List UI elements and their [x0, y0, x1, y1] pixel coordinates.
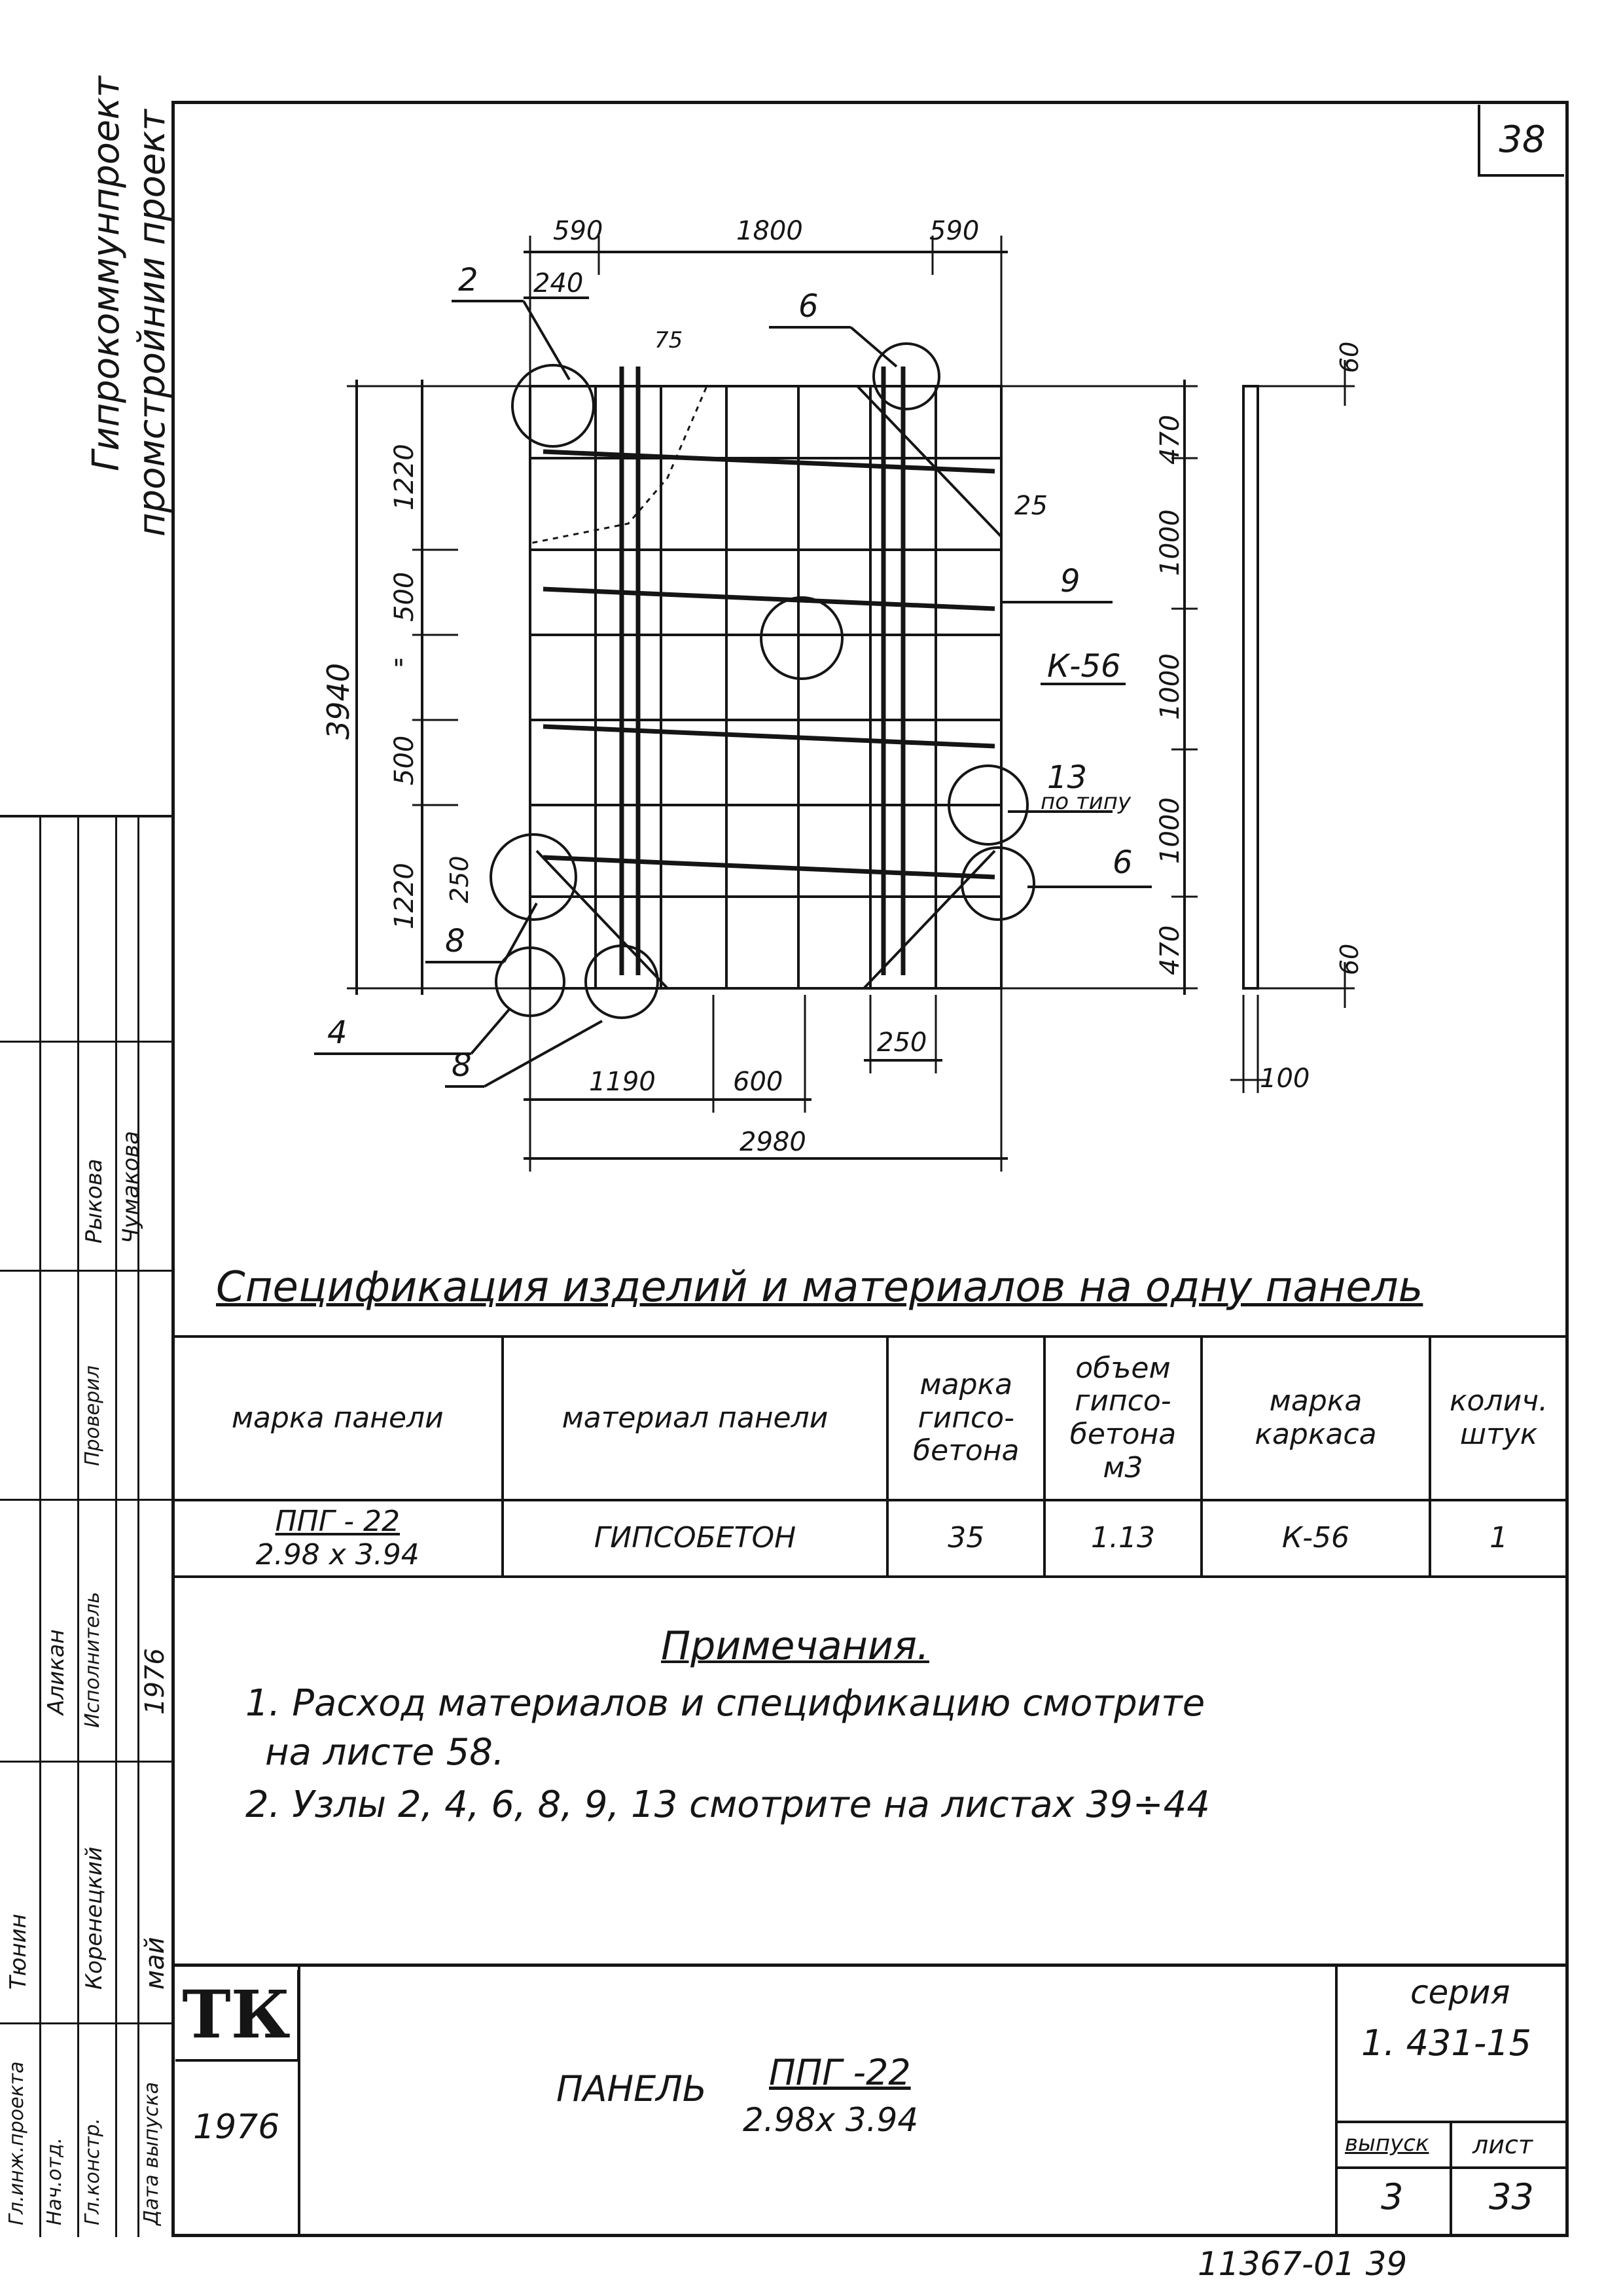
series-label: серия: [1410, 1973, 1510, 2011]
spec-cell-frame: К-56: [1202, 1500, 1430, 1577]
stamp-role-4: Исполнитель: [81, 1592, 104, 1728]
dim-250-bottom: 250: [877, 1028, 927, 1058]
spec-cell-mark: [173, 1500, 503, 1577]
stamp-role-1: Гл.инж.проекта: [5, 2061, 28, 2225]
issue-value: 3: [1381, 2176, 1404, 2217]
note-1-line2: на листе 58.: [265, 1731, 505, 1774]
stamp-name-2: Аликан: [43, 1629, 69, 1715]
spec-mark-line2: 2.98 х 3.94: [255, 1537, 419, 1571]
dim-left-3: 500: [389, 735, 419, 785]
spec-cell-material: ГИПСОБЕТОН: [503, 1500, 888, 1577]
spec-header-row: [173, 1336, 1567, 1500]
tk-logo: ТК: [175, 1970, 300, 2062]
dim-right-1: 470: [1155, 414, 1185, 465]
dim-25: 25: [1014, 491, 1048, 521]
callout-4: 4: [327, 1014, 348, 1051]
dim-bottom-600: 600: [733, 1067, 783, 1097]
spec-header-grade: марка гипсо-бетона: [887, 1336, 1044, 1500]
title-block-year: 1976: [193, 2108, 280, 2147]
stamp-year: 1976: [140, 1648, 170, 1715]
spec-header-frame: марка каркаса: [1202, 1336, 1430, 1500]
dim-top-right: 590: [929, 216, 980, 246]
dim-bottom-total: 2980: [740, 1127, 806, 1157]
spec-table: [171, 1335, 1569, 1578]
dim-left-1: 1220: [389, 444, 419, 511]
sheet-value: 33: [1489, 2176, 1534, 2217]
callout-k56: К-56: [1047, 648, 1121, 685]
stamp-name-1: Тюнин: [5, 1914, 31, 1990]
callout-2: 2: [458, 262, 478, 298]
spec-header-qty: колич. штук: [1430, 1336, 1567, 1500]
org-name-1: Гипрокоммунпроект: [85, 76, 128, 471]
side-dim-bottom: 60: [1335, 943, 1364, 975]
side-dim-thickness: 100: [1260, 1064, 1310, 1094]
dim-right-2: 1000: [1155, 509, 1185, 576]
callout-8-bottom: 8: [452, 1047, 472, 1084]
footer-number: 11367-01 39: [1198, 2245, 1408, 2283]
callout-9: 9: [1060, 563, 1080, 600]
callout-8-left: 8: [445, 923, 465, 960]
stamp-name-3: Коренецкий: [81, 1846, 107, 1990]
callout-13-note: по типу: [1041, 789, 1132, 815]
stamp-name-4: Рыкова: [81, 1158, 107, 1244]
dim-right-5: 470: [1155, 925, 1185, 975]
dim-left-total: 3940: [321, 662, 356, 740]
stamp-role-3: Гл.констр.: [81, 2117, 104, 2225]
org-name-2: промстройнии проект: [131, 109, 173, 537]
note-2: 2. Узлы 2, 4, 6, 8, 9, 13 смотрите на листах 39÷44: [245, 1784, 1210, 1826]
dim-240: 240: [533, 268, 584, 298]
stamp-month: май: [140, 1937, 170, 1990]
callout-6-bottom: 6: [1113, 844, 1133, 881]
series-value: 1. 431-15: [1361, 2022, 1531, 2064]
note-1-line1: 1. Расход материалов и спецификацию смотрите: [245, 1682, 1205, 1725]
dim-left-mark: ": [393, 655, 405, 685]
dim-left-4: 1220: [389, 863, 419, 929]
dim-right-3: 1000: [1155, 653, 1185, 720]
dim-top-middle: 1800: [736, 216, 803, 246]
spec-title: Спецификация изделий и материалов на одну панель: [216, 1263, 1423, 1312]
spec-cell-volume: 1.13: [1044, 1500, 1202, 1577]
notes-title: Примечания.: [661, 1623, 929, 1669]
spec-cell-qty: 1: [1430, 1500, 1567, 1577]
spec-header-mark: марка панели: [173, 1336, 503, 1500]
dim-250-left: 250: [445, 855, 474, 903]
spec-header-volume: объем гипсо-бетона м3: [1044, 1336, 1202, 1500]
sheet-number: 38: [1478, 105, 1564, 177]
stamp-role-6: Дата выпуска: [140, 2082, 163, 2225]
dim-right-4: 1000: [1155, 797, 1185, 864]
callout-6-top: 6: [798, 288, 819, 325]
dim-75: 75: [654, 327, 683, 353]
callout-13: 13: [1047, 759, 1088, 796]
panel-name-prefix: ПАНЕЛЬ: [556, 2068, 707, 2109]
dim-top-left: 590: [553, 216, 603, 246]
stamp-name-5: Чумакова: [118, 1130, 144, 1244]
spec-data-row: [173, 1500, 1567, 1577]
dim-bottom-1190: 1190: [589, 1067, 656, 1097]
stamp-role-2: Нач.отд.: [43, 2137, 66, 2225]
spec-cell-grade: 35: [887, 1500, 1044, 1577]
stamp-role-5: Проверил: [81, 1365, 104, 1466]
dim-left-2: 500: [389, 571, 419, 622]
issue-label: выпуск: [1345, 2130, 1429, 2157]
side-dim-top: 60: [1335, 341, 1364, 373]
panel-name-size: 2.98х 3.94: [743, 2101, 919, 2139]
spec-mark-line1: ППГ - 22: [275, 1505, 401, 1538]
spec-header-material: материал панели: [503, 1336, 888, 1500]
panel-name-mark: ППГ -22: [769, 2052, 911, 2093]
sheet-label: лист: [1472, 2130, 1533, 2159]
